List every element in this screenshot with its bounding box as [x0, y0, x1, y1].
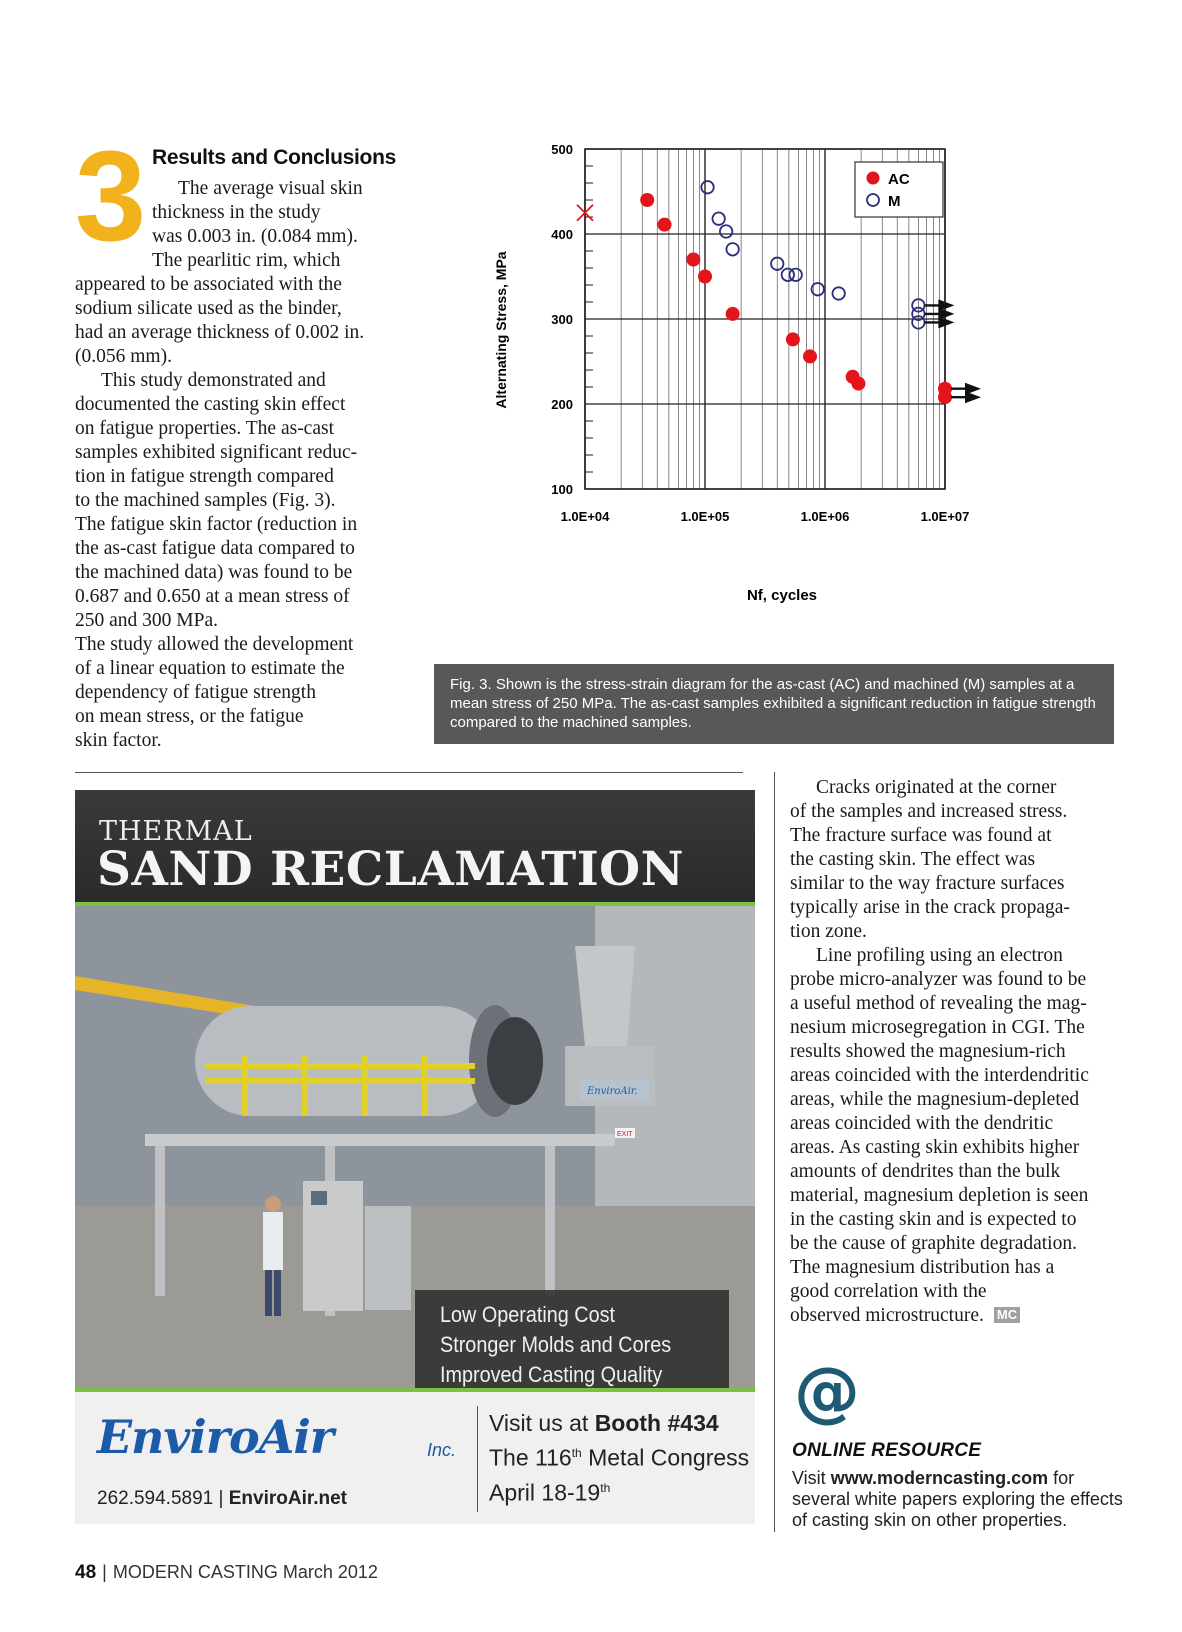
ad-photo-sign-text: EnviroAir.	[587, 1086, 638, 1097]
ac-data-point	[640, 193, 654, 207]
x-tick-label: 1.0E+04	[560, 509, 610, 524]
text-line: sodium silicate used as the binder,	[75, 298, 342, 319]
text-line: of a linear equation to estimate the	[75, 658, 345, 679]
text-line	[790, 1304, 1089, 1328]
text-line: The average visual skin	[178, 178, 363, 199]
ac-data-point	[686, 253, 700, 267]
text-line: results showed the magnesium-rich	[790, 1041, 1066, 1062]
text-line: dependency of fatigue strength	[75, 682, 316, 703]
ac-data-point	[726, 307, 740, 321]
runout-arrow-head	[965, 391, 981, 403]
caption-line: compared to the machined samples.	[450, 714, 692, 731]
ad-event-info	[489, 1408, 749, 1507]
ad-booth: Booth #434	[594, 1410, 719, 1436]
caption-line: Fig. 3. Shown is the stress-strain diagram for the as-cast (AC) and machined (M) samples at a	[450, 676, 1075, 693]
ad-congress-sup: th	[571, 1446, 582, 1460]
ac-data-point	[698, 270, 712, 284]
ad-congress: The 116	[489, 1444, 572, 1471]
text-line: areas coincided with the interdendritic	[790, 1065, 1089, 1086]
issue-date: March 2012	[282, 1562, 378, 1582]
caption-line: mean stress of 250 MPa. The as-cast samples exhibited a significant reduction in fatigue strength	[450, 695, 1096, 712]
ad-footer-divider	[477, 1406, 478, 1512]
online-line1-tail: for	[1048, 1468, 1075, 1488]
ad-photo-machine	[75, 906, 755, 1388]
text-line: The pearlitic rim, which	[152, 250, 341, 271]
text-line: was 0.003 in. (0.084 mm).	[152, 226, 358, 247]
y-tick-label: 400	[551, 227, 573, 242]
ad-header-small: THERMAL	[99, 816, 253, 847]
figure-caption	[434, 664, 1114, 744]
footer-separator: |	[102, 1562, 107, 1582]
ad-benefit: Improved Casting Quality	[440, 1362, 663, 1387]
dropcap-numeral: 3	[75, 125, 147, 268]
text-line: The fracture surface was found at	[790, 825, 1052, 846]
ac-data-point	[938, 390, 952, 404]
text-line: typically arise in the crack propaga-	[790, 897, 1070, 918]
text-line: appeared to be associated with the	[75, 274, 342, 295]
text-line: material, magnesium depletion is seen	[790, 1185, 1089, 1206]
text-line: documented the casting skin effect	[75, 394, 346, 415]
text-line-final: observed microstructure.	[790, 1305, 984, 1326]
ad-dates-sup: th	[600, 1480, 611, 1495]
y-tick-label: 500	[551, 142, 573, 157]
article-text-beside-dropcap	[152, 177, 363, 273]
end-mark-badge: MC	[994, 1307, 1020, 1323]
text-line: (0.056 mm).	[75, 346, 172, 367]
online-resource-heading: ONLINE RESOURCE	[792, 1440, 982, 1461]
x-tick-label: 1.0E+07	[920, 509, 970, 524]
text-line: areas. As casting skin exhibits higher	[790, 1137, 1080, 1158]
text-line: tion zone.	[790, 921, 867, 942]
online-visit-word: Visit	[792, 1468, 826, 1488]
ad-contact-line	[97, 1488, 347, 1510]
text-line: good correlation with the	[790, 1281, 987, 1302]
text-line: the machined data) was found to be	[75, 562, 353, 583]
ad-header	[75, 790, 755, 902]
y-tick-label: 300	[551, 312, 573, 327]
online-resource-text	[792, 1468, 1123, 1531]
ad-benefit: Low Operating Cost	[440, 1302, 615, 1327]
y-axis-label: Alternating Stress, MPa	[493, 251, 509, 409]
text-line: areas coincided with the dendritic	[790, 1113, 1054, 1134]
text-line: tion in fatigue strength compared	[75, 466, 334, 487]
x-tick-label: 1.0E+06	[800, 509, 850, 524]
chart-legend	[855, 162, 943, 217]
text-line: The study allowed the development	[75, 634, 354, 655]
text-line: on mean stress, or the fatigue	[75, 706, 304, 727]
x-axis-label: Nf, cycles	[746, 587, 818, 604]
legend-label-ac: AC	[888, 171, 910, 188]
ad-header-title: SAND RECLAMATION	[97, 842, 685, 897]
text-line: nesium microsegregation in CGI. The	[790, 1017, 1085, 1038]
legend-label-m: M	[888, 193, 901, 210]
text-line: areas, while the magnesium-depleted	[790, 1089, 1080, 1110]
text-line: on fatigue properties. The as-cast	[75, 418, 335, 439]
text-line: skin factor.	[75, 730, 162, 751]
text-line: The fatigue skin factor (reduction in	[75, 514, 358, 535]
text-line: Line profiling using an electron	[816, 945, 1063, 966]
text-line: The magnesium distribution has a	[790, 1257, 1055, 1278]
text-line: samples exhibited significant reduc-	[75, 442, 358, 463]
article-text-left	[75, 273, 364, 753]
ac-data-point	[803, 349, 817, 363]
ad-separator: |	[218, 1488, 224, 1509]
ad-congress-tail: Metal Congress	[581, 1444, 750, 1471]
enviroair-logo: EnviroAir	[97, 1410, 334, 1464]
x-tick-label: 1.0E+05	[680, 509, 730, 524]
ad-benefit: Stronger Molds and Cores	[440, 1332, 672, 1357]
ad-footer	[75, 1392, 755, 1524]
ac-data-point	[658, 218, 672, 232]
text-line: the as-cast fatigue data compared to	[75, 538, 355, 559]
page-number: 48	[75, 1562, 97, 1583]
text-line: to the machined samples (Fig. 3).	[75, 490, 336, 511]
svg-text:@: @	[794, 1358, 860, 1428]
text-line: 250 and 300 MPa.	[75, 610, 218, 631]
y-tick-label: 200	[551, 397, 573, 412]
ad-benefits-box	[415, 1290, 729, 1388]
publication-name: MODERN CASTING	[112, 1562, 278, 1582]
enviroair-logo-suffix: Inc.	[427, 1440, 457, 1460]
online-resource-link[interactable]: www.moderncasting.com	[830, 1468, 1049, 1488]
ad-photo-exit-text: EXIT	[617, 1131, 633, 1138]
horizontal-rule	[75, 772, 743, 773]
text-line: had an average thickness of 0.002 in.	[75, 322, 365, 343]
text-line: a useful method of revealing the mag-	[790, 993, 1087, 1014]
online-line: of casting skin on other properties.	[792, 1510, 1068, 1530]
online-line: several white papers exploring the effects	[792, 1489, 1123, 1509]
runout-arrow-head	[938, 316, 954, 328]
text-line: similar to the way fracture surfaces	[790, 873, 1065, 894]
text-line: This study demonstrated and	[101, 370, 326, 391]
ad-phone: 262.594.5891	[97, 1488, 214, 1509]
fatigue-scatter-chart	[490, 140, 1050, 610]
text-line: amounts of dendrites than the bulk	[790, 1161, 1061, 1182]
ad-visit-prefix: Visit us at	[489, 1410, 589, 1436]
text-line: thickness in the study	[152, 202, 321, 223]
text-line: the casting skin. The effect was	[790, 849, 1036, 870]
ac-data-point	[851, 377, 865, 391]
text-line: be the cause of graphite degradation.	[790, 1233, 1077, 1254]
text-line: in the casting skin and is expected to	[790, 1209, 1077, 1230]
at-icon	[792, 1358, 862, 1428]
page-footer	[75, 1562, 378, 1584]
text-line: of the samples and increased stress.	[790, 801, 1068, 822]
text-line: 0.687 and 0.650 at a mean stress of	[75, 586, 350, 607]
article-text-right	[790, 776, 1089, 1328]
text-line: Cracks originated at the corner	[816, 777, 1057, 798]
ad-website-link[interactable]: EnviroAir.net	[228, 1488, 347, 1509]
text-line: probe micro-analyzer was found to be	[790, 969, 1087, 990]
legend-marker-ac	[867, 172, 880, 185]
y-tick-label: 100	[551, 482, 573, 497]
enviroair-advertisement[interactable]	[75, 790, 755, 1524]
vertical-rule	[774, 772, 775, 1532]
ad-dates: April 18-19	[489, 1479, 601, 1506]
ac-data-point	[786, 332, 800, 346]
section-heading: Results and Conclusions	[152, 146, 396, 169]
